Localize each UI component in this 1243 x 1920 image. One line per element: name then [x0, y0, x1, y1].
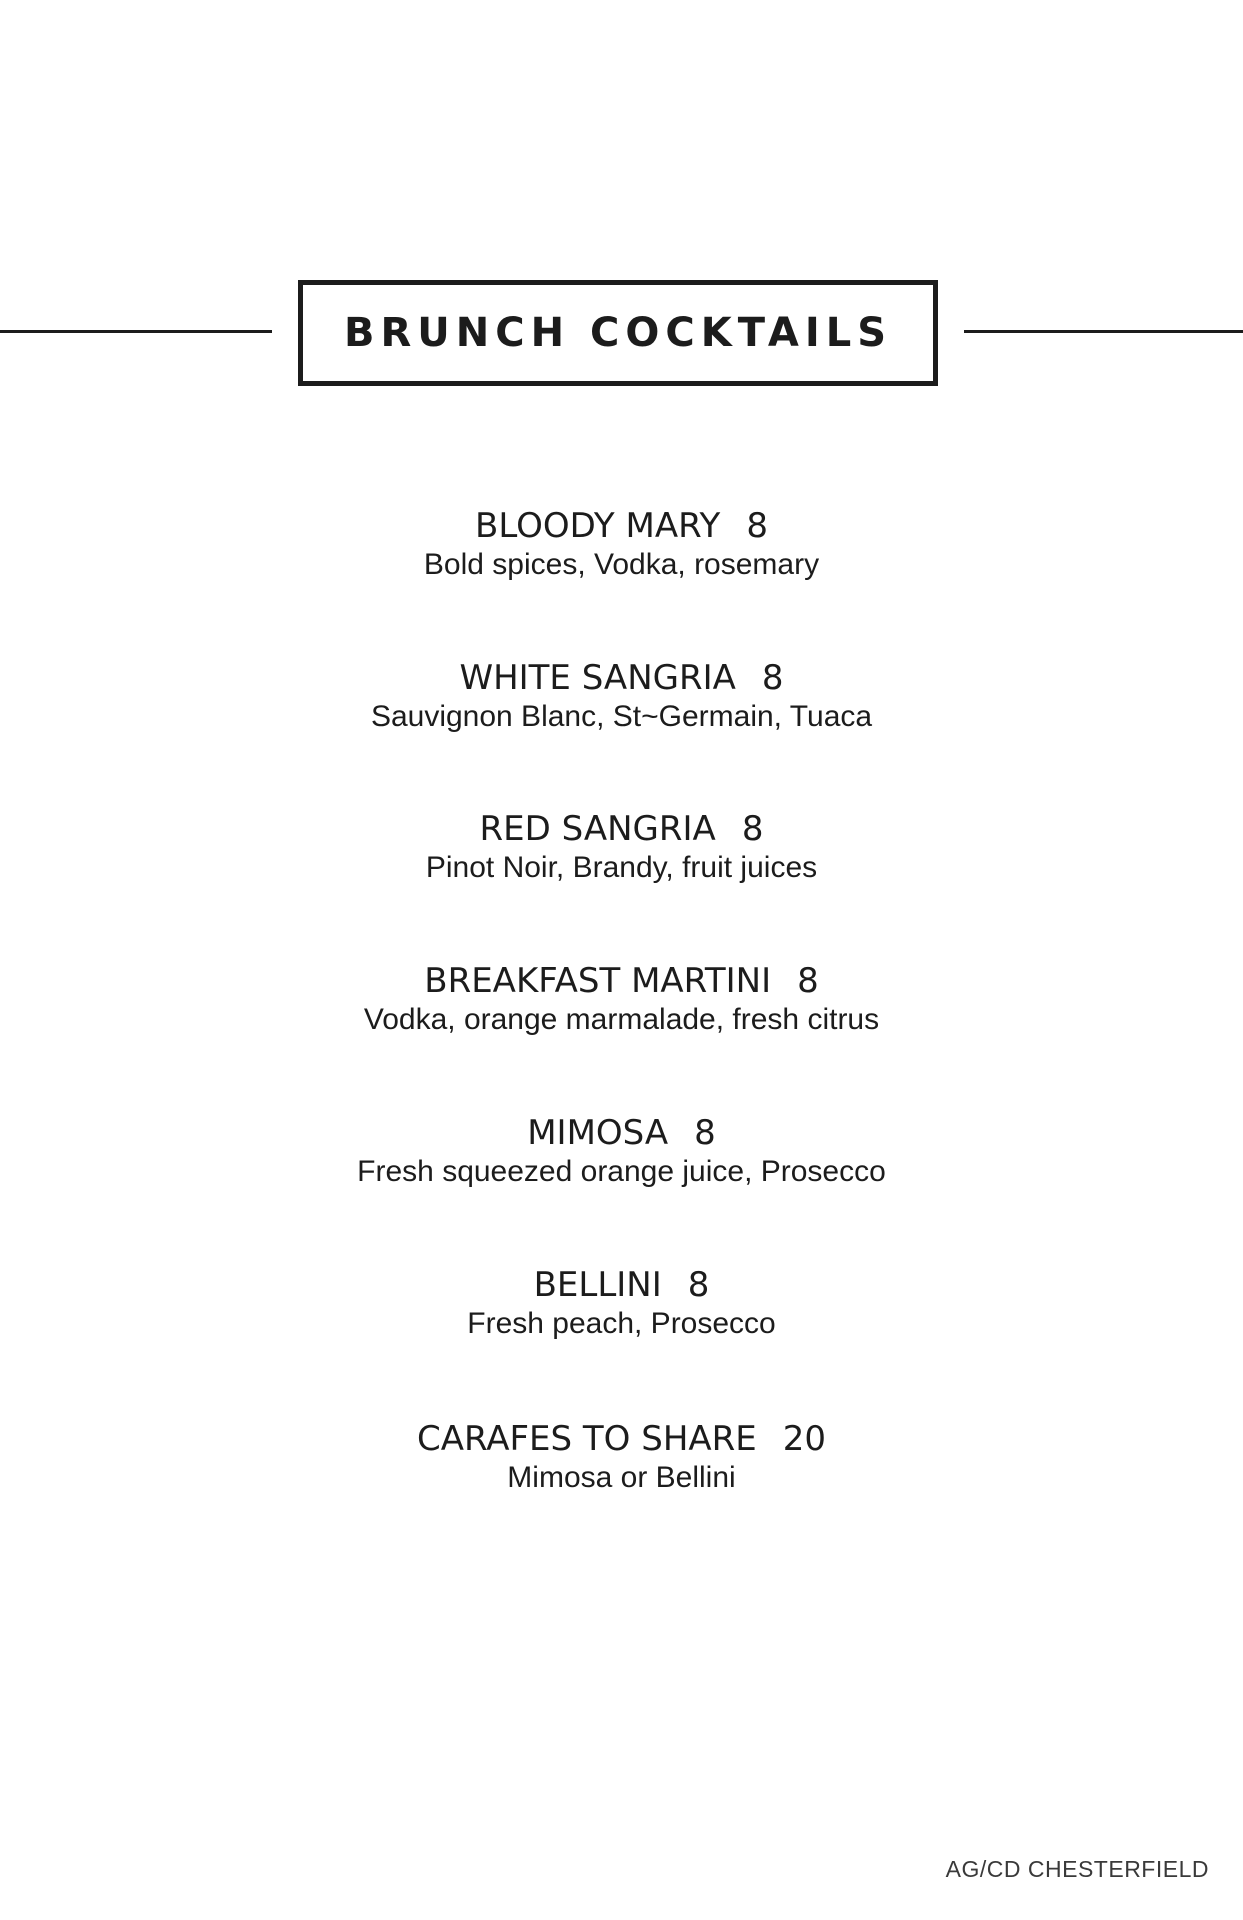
menu-title: BRUNCH COCKTAILS: [343, 310, 893, 356]
item-description: Vodka, orange marmalade, fresh citrus: [363, 1003, 880, 1036]
menu-item-bellini: [0, 1264, 1243, 1342]
item-description: Fresh peach, Prosecco: [467, 1307, 776, 1340]
menu-title-box: [298, 280, 938, 386]
item-description: Mimosa or Bellini: [507, 1461, 736, 1494]
item-price: 8: [746, 506, 768, 546]
item-price: 8: [687, 1265, 710, 1305]
menu-item-red-sangria: [0, 808, 1243, 886]
item-description: Fresh squeezed orange juice, Prosecco: [357, 1155, 886, 1188]
item-price: 8: [694, 1113, 716, 1153]
item-price: 20: [782, 1419, 827, 1459]
item-name: RED SANGRIA: [479, 809, 716, 849]
menu-item-mimosa: [0, 1112, 1243, 1190]
item-name: BREAKFAST MARTINI: [424, 961, 772, 1001]
item-price: 8: [797, 961, 819, 1001]
item-name: MIMOSA: [527, 1113, 669, 1153]
item-name: CARAFES TO SHARE: [416, 1419, 757, 1459]
location-footer: AG/CD CHESTERFIELD: [945, 1856, 1209, 1882]
right-divider-line: [964, 330, 1243, 333]
menu-item-white-sangria: [0, 657, 1243, 735]
item-description: Pinot Noir, Brandy, fruit juices: [425, 851, 818, 884]
item-price: 8: [761, 658, 784, 698]
left-divider-line: [0, 330, 272, 333]
item-description: Bold spices, Vodka, rosemary: [423, 548, 820, 581]
menu-item-breakfast-martini: [0, 960, 1243, 1038]
item-name: WHITE SANGRIA: [459, 658, 736, 698]
item-name: BELLINI: [533, 1265, 662, 1305]
item-name: BLOODY MARY: [475, 506, 721, 546]
item-price: 8: [741, 809, 764, 849]
menu-item-bloody-mary: [0, 505, 1243, 583]
item-description: Sauvignon Blanc, St~Germain, Tuaca: [370, 700, 873, 733]
menu-item-carafes-to-share: [0, 1418, 1243, 1496]
